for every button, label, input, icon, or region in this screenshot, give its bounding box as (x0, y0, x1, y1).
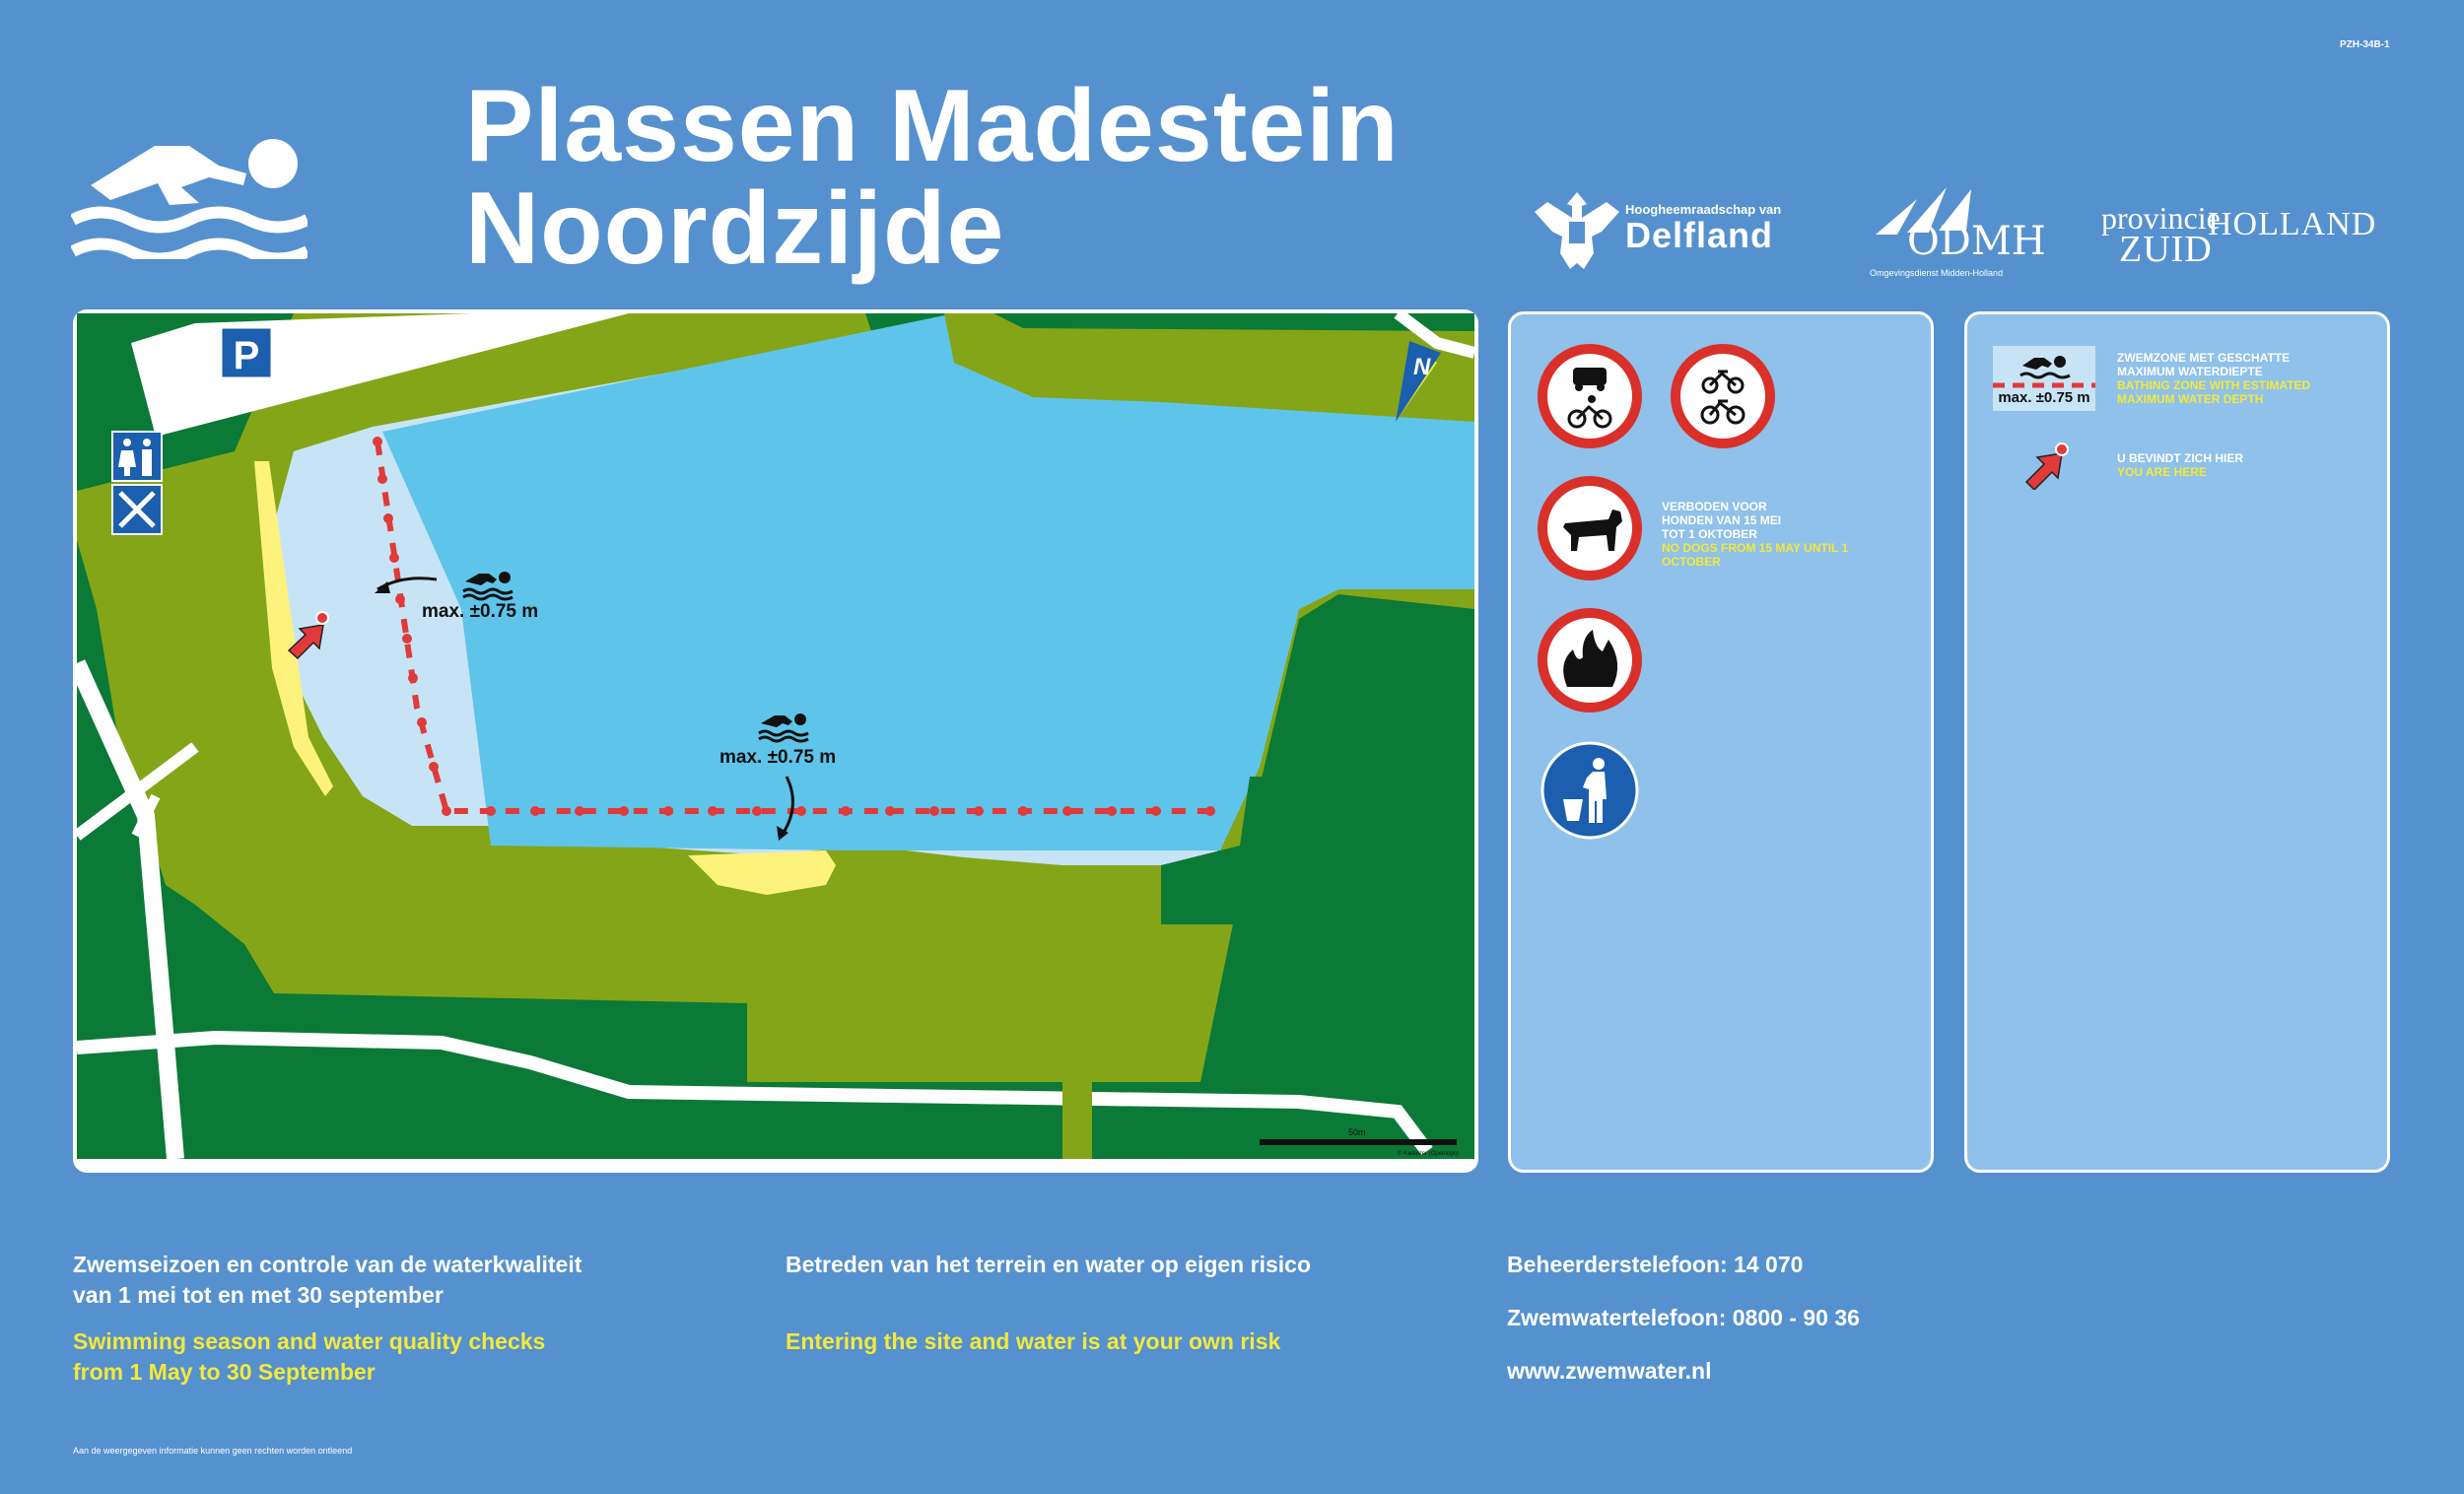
legend-zone-text (2117, 351, 2324, 406)
restaurant-icon (112, 485, 162, 534)
site-map (77, 313, 1474, 1159)
sign-code: PZH-34B-1 (2340, 39, 2390, 50)
legend-panel (1964, 311, 2390, 1173)
season-en-1: Swimming season and water quality checks (73, 1328, 546, 1354)
no-dogs-text (1662, 500, 1918, 569)
no-dogs-icon (1538, 476, 1642, 580)
page-title (465, 69, 1400, 286)
website-link[interactable]: www.zwemwater.nl (1507, 1358, 1712, 1384)
rules-panel (1508, 311, 1934, 1173)
litter-bin-icon (1538, 738, 1642, 843)
legend-zone-nl: ZWEMZONE MET GESCHATTE MAXIMUM WATERDIEPTE (2117, 351, 2291, 378)
legend-you-are-here-icon (2022, 441, 2072, 490)
odmh-small-text: Omgevingsdienst Midden-Holland (1870, 268, 2004, 278)
season-nl-1: Zwemseizoen en controle van de waterkwaliteit (73, 1252, 582, 1277)
no-dogs-nl: VERBODEN VOOR HONDEN VAN 15 MEI TOT 1 OKTOBER (1662, 500, 1782, 541)
title-line-1: Plassen Madestein (465, 69, 1400, 183)
zh-holland: HOLLAND (2208, 206, 2377, 242)
legend-zone-swatch (1993, 346, 2095, 411)
north-label: N (1413, 354, 1431, 380)
season-info (73, 1250, 582, 1388)
delfland-big-text: Delfland (1625, 214, 1774, 255)
zuid-holland-logo (2099, 200, 2377, 270)
svg-text:P: P (233, 334, 260, 377)
legend-here-en: YOU ARE HERE (2117, 465, 2207, 479)
contact-info (1507, 1250, 1860, 1387)
title-line-2: Noordzijde (465, 171, 1005, 286)
phone-swimwater: Zwemwatertelefoon: 0800 - 90 36 (1507, 1305, 1860, 1330)
scale-label: 50m (1348, 1127, 1366, 1137)
delfland-logo (1533, 182, 1789, 273)
delfland-crest-icon (1533, 182, 1621, 273)
legend-zone-en: BATHING ZONE WITH ESTIMATED MAXIMUM WATER DEPTH (2117, 378, 2311, 406)
season-en-2: from 1 May to 30 September (73, 1359, 376, 1385)
parking-icon (221, 327, 272, 378)
legend-zone-label: max. ±0.75 m (1998, 389, 2090, 406)
depth-label-1: max. ±0.75 m (422, 601, 539, 622)
delfland-small-text: Hoogheemraadschap van (1625, 201, 1782, 217)
legend-here-text (2117, 451, 2314, 479)
risk-info (786, 1250, 1311, 1357)
zh-zuid: ZUID (2119, 229, 2213, 270)
zh-provincie: provincie (2101, 200, 2221, 236)
swimmer-logo-icon (71, 126, 308, 259)
odmh-big-text: ODMH (1907, 219, 2046, 264)
risk-en: Entering the site and water is at your own risk (786, 1328, 1281, 1354)
no-fire-icon (1538, 608, 1642, 713)
map-panel (73, 309, 1478, 1173)
depth-label-2: max. ±0.75 m (719, 747, 837, 768)
toilets-icon (112, 432, 162, 481)
map-copyright: © Kadaster (Opentopo) (1398, 1151, 1460, 1157)
no-dogs-en: NO DOGS FROM 15 MAY UNTIL 1 OCTOBER (1662, 541, 1849, 569)
disclaimer: Aan de weergegeven informatie kunnen geen rechten worden ontleend (73, 1446, 353, 1456)
legend-here-nl: U BEVINDT ZICH HIER (2117, 451, 2244, 465)
season-nl-2: van 1 mei tot en met 30 september (73, 1282, 444, 1308)
risk-nl: Betreden van het terrein en water op eigen risico (786, 1252, 1311, 1277)
no-mopeds-bikes-icon (1671, 344, 1775, 448)
no-cars-bikes-icon (1538, 344, 1642, 448)
odmh-logo (1868, 187, 2045, 281)
phone-manager: Beheerderstelefoon: 14 070 (1507, 1252, 1804, 1277)
